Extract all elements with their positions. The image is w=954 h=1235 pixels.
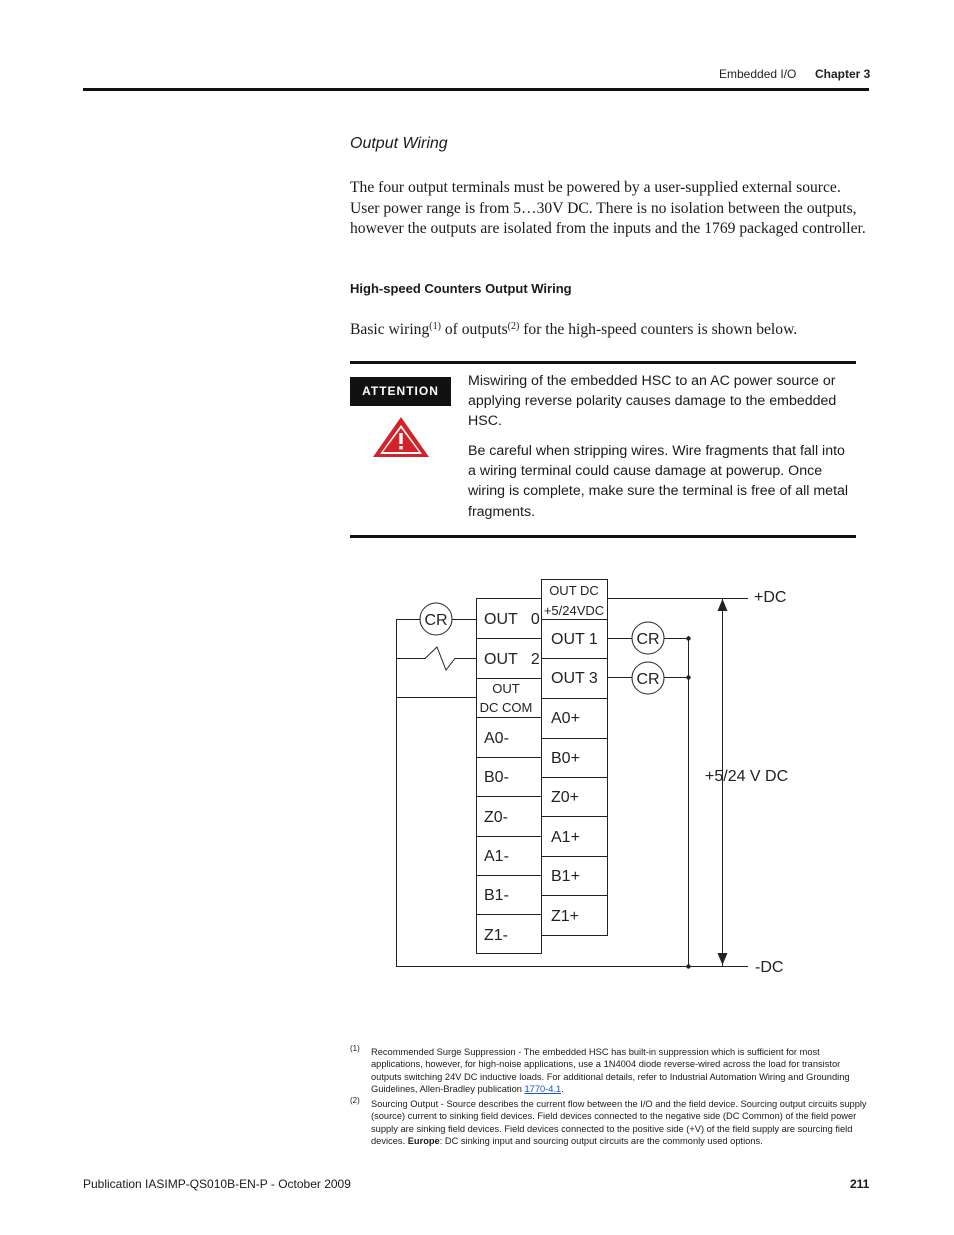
relay-label-2: CR bbox=[636, 631, 660, 648]
terminal-outdccom-label-2: DC COM bbox=[479, 700, 533, 715]
terminal-b1-minus-label: B1- bbox=[484, 887, 509, 904]
basic-wiring-middle: of outputs bbox=[440, 321, 508, 338]
footnote-1-text: Recommended Surge Suppression - The embedded HSC has built-in suppression which is sufficient for most applications, however, for high-noise applications, use a 1N4004 diode reverse-wired across the load for transistor outputs switching 24V DC inductive loads. For additional details, refer to Industrial Automation Wiring and Grounding Guidelines, Allen-Bradley publication bbox=[371, 1047, 850, 1094]
terminal-b0-plus-label: B0+ bbox=[551, 750, 580, 767]
footnote-1-number: (1) bbox=[350, 1044, 360, 1053]
body-paragraph: The four output terminals must be powered by a user-supplied external source. User power range is from 5…30V DC. There is no isolation between the outputs, however the outputs are isolated from the inputs and the 1769 packaged controller. bbox=[350, 179, 866, 238]
terminal-z1-minus-label: Z1- bbox=[484, 927, 508, 944]
footnote-ref-2[interactable]: (2) bbox=[507, 321, 520, 332]
section-title: Output Wiring bbox=[350, 135, 448, 152]
arrow-up-icon bbox=[718, 599, 728, 611]
footer-publication: Publication IASIMP-QS010B-EN-P - October 2009 bbox=[83, 1177, 351, 1191]
terminal-out1-label: OUT 1 bbox=[551, 631, 598, 648]
attention-paragraph-1: Miswiring of the embedded HSC to an AC power source or applying reverse polarity causes damage to the embedded HSC. bbox=[468, 373, 837, 430]
footnote-2-bold: Europe bbox=[407, 1135, 440, 1146]
arrow-down-icon bbox=[718, 953, 728, 965]
terminal-z0-plus-label: Z0+ bbox=[551, 789, 580, 806]
basic-wiring-text: Basic wiring bbox=[350, 321, 430, 338]
terminal-a1-minus-label: A1- bbox=[484, 848, 509, 865]
attention-paragraph-2: Be careful when stripping wires. Wire fragments that fall into a wiring terminal could cause damage at powerup. Once wiring is complete, make sure the terminal is free of all metal fragments. bbox=[468, 443, 849, 520]
footnote-2-text: Sourcing Output - Source describes the current flow between the I/O and the field device. Sourcing output circuits supply (source) current to sinking field devices. Field devices connected to the negative side (DC Common) of the field power supply are sinking field devices. Field devices connected to the positive side (+V) of the field supply are sourcing field devices. bbox=[371, 1099, 867, 1146]
terminal-outdc-label-2: +5/24VDC bbox=[543, 603, 605, 618]
header-chapter: Chapter 3 bbox=[815, 67, 871, 81]
terminal-outdc-label-1: OUT DC bbox=[549, 583, 599, 598]
footnote-2-end: : DC sinking input and sourcing output circuits are the commonly used options. bbox=[439, 1135, 763, 1146]
terminal-a1-plus-label: A1+ bbox=[551, 829, 580, 846]
footnote-1 bbox=[371, 1046, 871, 1095]
footnote-ref-1[interactable]: (1) bbox=[429, 321, 441, 332]
footnote-2-number: (2) bbox=[350, 1096, 360, 1105]
terminal-a0-plus-label: A0+ bbox=[551, 710, 580, 727]
terminal-z1-plus-label: Z1+ bbox=[551, 908, 580, 925]
basic-wiring-after: for the high-speed counters is shown below. bbox=[519, 321, 798, 338]
supply-voltage-label: +5/24 V DC bbox=[705, 768, 789, 785]
footnote-1-end: . bbox=[561, 1083, 564, 1094]
terminal-b1-plus-label: B1+ bbox=[551, 868, 580, 885]
plus-dc-label: +DC bbox=[754, 589, 787, 606]
footer-page-number: 211 bbox=[850, 1177, 870, 1191]
relay-label-3: CR bbox=[636, 671, 660, 688]
header-section: Embedded I/O bbox=[719, 67, 797, 81]
terminal-outdccom-label-1: OUT bbox=[492, 681, 520, 696]
terminal-out3-label: OUT 3 bbox=[551, 670, 598, 687]
terminal-b0-minus-label: B0- bbox=[484, 769, 509, 786]
attention-badge: ATTENTION bbox=[350, 377, 451, 406]
surge-suppressor-symbol bbox=[396, 647, 476, 670]
footnote-2 bbox=[371, 1098, 871, 1147]
terminal-z0-minus-label: Z0- bbox=[484, 809, 508, 826]
relay-label-1: CR bbox=[424, 612, 448, 629]
subheading: High-speed Counters Output Wiring bbox=[350, 281, 572, 296]
minus-dc-label: -DC bbox=[755, 959, 784, 976]
terminal-out2-label: OUT 2 bbox=[484, 651, 540, 668]
terminal-a0-minus-label: A0- bbox=[484, 730, 509, 747]
publication-link[interactable]: 1770-4.1 bbox=[524, 1083, 562, 1094]
terminal-out0-label: OUT 0 bbox=[484, 611, 540, 628]
